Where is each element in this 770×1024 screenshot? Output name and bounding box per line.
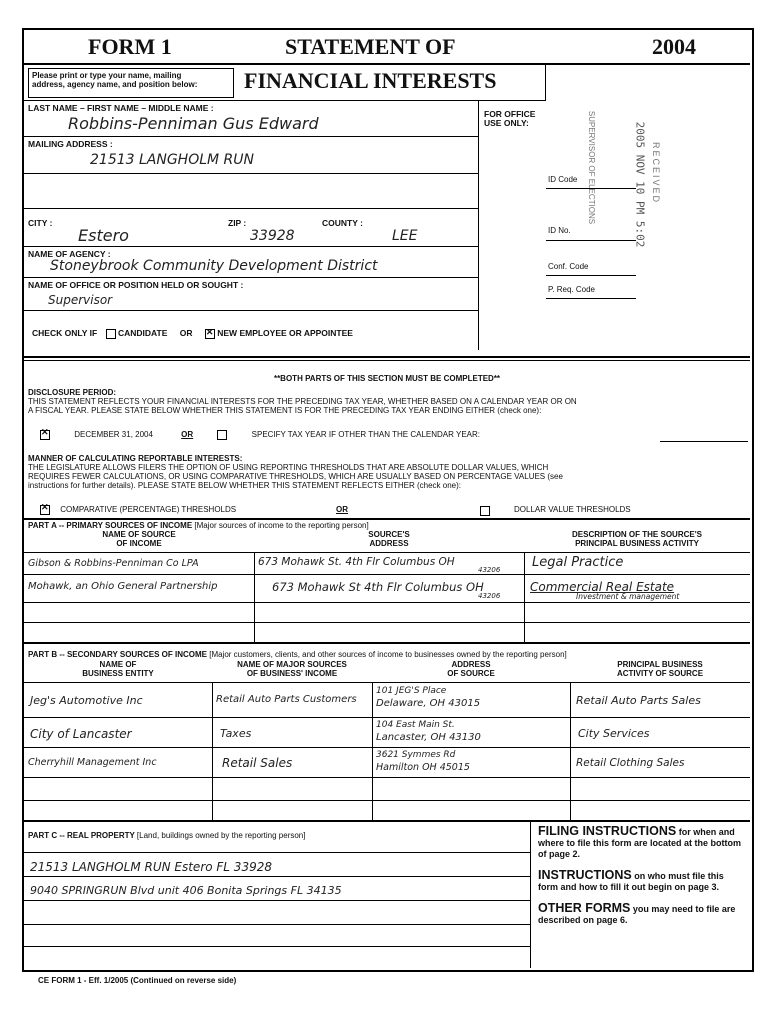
rule [546, 298, 636, 299]
section-rule [24, 518, 750, 520]
rule [24, 777, 750, 778]
comparative-checkbox[interactable] [40, 505, 50, 515]
personal-right-border [478, 100, 479, 350]
rule [24, 173, 478, 174]
city-value[interactable]: Estero [78, 226, 129, 245]
part-b-row3-addr2[interactable]: Hamilton OH 45015 [376, 762, 470, 773]
specify-year-line[interactable] [660, 441, 748, 442]
rule [24, 924, 530, 925]
office-value[interactable]: Supervisor [48, 293, 113, 307]
rule [24, 574, 750, 575]
office-label: NAME OF OFFICE OR POSITION HELD OR SOUGHT : [28, 280, 244, 290]
rule [24, 852, 530, 853]
part-a-row1-address[interactable]: 673 Mohawk St. 4th Flr Columbus OH [258, 556, 455, 568]
rule [570, 682, 571, 820]
part-c-row1[interactable]: 21513 LANGHOLM RUN Estero FL 33928 [30, 860, 272, 874]
conf-code-label: Conf. Code [548, 262, 589, 271]
manner-calculating: MANNER OF CALCULATING REPORTABLE INTERESTS: THE LEGISLATURE ALLOWS FILERS THE OPTION OF USING REPORTING THRESHOLDS THAT ARE ABSOLUTE DOLLAR VALUES, WHICH REQUIRES FEWER CALCULATIONS, OR USING COMPARATIVE THRESHOLDS, WHICH ARE USUALLY BASED ON PERCENTAGE VALUES (see instructions for further details). PLEASE STATE BELOW WHETHER THIS STATEMENT REFLECTS EITHER (check one): [28, 454, 563, 490]
specify-year-checkbox[interactable] [217, 430, 227, 440]
form-title-line1: STATEMENT OF [285, 34, 456, 59]
part-b-row1-entity[interactable]: Jeg's Automotive Inc [30, 694, 143, 707]
dec31-checkbox[interactable] [40, 430, 50, 440]
rule [24, 876, 530, 877]
check-only-if: CHECK ONLY IF CANDIDATE OR ✕ NEW EMPLOYEE OR APPOINTEE [32, 328, 353, 339]
zip-value[interactable]: 33928 [250, 228, 295, 244]
form-number: FORM 1 [88, 34, 172, 59]
received-stamp: 2005 NOV 10 PM 5:02 SUPERVISOR OF ELECTIONS RECEIVED [587, 110, 662, 248]
mailing-value[interactable]: 21513 LANGHOLM RUN [90, 152, 255, 168]
rule [24, 277, 478, 278]
header-rule [24, 63, 750, 65]
zip-label: ZIP : [228, 218, 247, 228]
rule [24, 946, 530, 947]
rule [254, 552, 255, 642]
candidate-checkbox[interactable] [106, 329, 116, 339]
tax-year-options: ✕ DECEMBER 31, 2004 OR SPECIFY TAX YEAR IF OTHER THAN THE CALENDAR YEAR: [40, 430, 480, 440]
part-a-row2-activity-extra[interactable]: Investment & management [576, 592, 680, 601]
part-a-title: PART A -- PRIMARY SOURCES OF INCOME [Major sources of income to the reporting person] [28, 521, 369, 530]
rule [24, 602, 750, 603]
part-b-row1-source[interactable]: Retail Auto Parts Customers [216, 694, 357, 705]
office-use-label: FOR OFFICE USE ONLY: [484, 109, 536, 128]
both-parts-note: **BOTH PARTS OF THIS SECTION MUST BE COMPLETED** [273, 374, 501, 383]
rule [546, 188, 636, 189]
part-a-row2-address-zip[interactable]: 43206 [478, 566, 501, 574]
agency-label: NAME OF AGENCY : [28, 249, 111, 259]
county-label: COUNTY : [322, 218, 363, 228]
part-b-title: PART B -- SECONDARY SOURCES OF INCOME [Major customers, clients, and other sources of income to businesses owned by the reporting person] [28, 650, 567, 659]
form-title-line2: FINANCIAL INTERESTS [244, 68, 497, 93]
rule [24, 136, 478, 137]
part-b-row1-addr2[interactable]: Delaware, OH 43015 [376, 698, 481, 709]
title-box-bottom [24, 100, 546, 101]
p-req-code-label: P. Req. Code [548, 285, 595, 294]
rule [212, 682, 213, 820]
county-value[interactable]: LEE [392, 228, 418, 244]
part-a-col3-header: DESCRIPTION OF THE SOURCE'S PRINCIPAL BUSINESS ACTIVITY [572, 530, 702, 548]
rule [546, 275, 636, 276]
filing-instructions: FILING INSTRUCTIONS for when and where to file this form are located at the bottom of page 2. INSTRUCTIONS on who must file this form and how to fill it out begin on page 3. OTHER FORMS you may need to file are described on page 6. [538, 824, 742, 925]
id-code-label: ID Code [548, 175, 578, 184]
part-b-col1-header: NAME OF BUSINESS ENTITY [82, 660, 154, 678]
print-instructions: Please print or type your name, mailing address, agency name, and position below: [32, 71, 198, 89]
form-year: 2004 [652, 34, 696, 59]
section-rule [24, 360, 750, 361]
name-label: LAST NAME – FIRST NAME – MIDDLE NAME : [28, 103, 214, 113]
part-b-row2-addr1[interactable]: 104 East Main St. [376, 720, 455, 730]
part-b-row2-source[interactable]: Taxes [220, 727, 252, 740]
part-c-title: PART C -- REAL PROPERTY [Land, buildings owned by the reporting person] [28, 831, 306, 840]
disclosure-period: DISCLOSURE PERIOD: THIS STATEMENT REFLECTS YOUR FINANCIAL INTERESTS FOR THE PRECEDING TAX YEAR, WHETHER BASED ON A CALENDAR YEAR OR ON A FISCAL YEAR. PLEASE STATE BELOW WHETHER THIS STATEMENT IS FOR THE PRECEDING TAX YEAR ENDING EITHER (check one): [28, 388, 577, 415]
title-box-right [545, 64, 546, 100]
rule [546, 240, 636, 241]
part-a-row2-address[interactable]: 673 Mohawk St 4th Flr Columbus OH [272, 580, 484, 594]
part-a-row2-activity[interactable]: Commercial Real Estate [530, 580, 675, 594]
rule [24, 246, 478, 247]
part-c-row2[interactable]: 9040 SPRINGRUN Blvd unit 406 Bonita Springs FL 34135 [30, 884, 342, 897]
part-b-row3-activity[interactable]: Retail Clothing Sales [576, 757, 685, 769]
new-employee-checkbox[interactable] [205, 329, 215, 339]
part-b-col3-header: ADDRESS OF SOURCE [447, 660, 495, 678]
mailing-label: MAILING ADDRESS : [28, 139, 113, 149]
section-rule [24, 642, 750, 644]
part-b-row3-addr1[interactable]: 3621 Symmes Rd [376, 750, 456, 760]
rule [24, 208, 478, 209]
rule [372, 682, 373, 820]
section-rule [24, 356, 750, 358]
agency-value[interactable]: Stoneybrook Community Development District [50, 258, 378, 274]
part-b-col4-header: PRINCIPAL BUSINESS ACTIVITY OF SOURCE [616, 660, 704, 678]
part-b-row3-entity[interactable]: Cherryhill Management Inc [28, 757, 157, 768]
rule [24, 682, 750, 683]
rule [24, 622, 750, 623]
part-b-row2-activity[interactable]: City Services [578, 727, 650, 740]
part-a-row1-name[interactable]: Gibson & Robbins-Penniman Co LPA [28, 558, 199, 569]
rule [24, 552, 750, 553]
rule [24, 747, 750, 748]
part-c-right-border [530, 820, 531, 968]
dollar-checkbox[interactable] [480, 506, 490, 516]
part-b-row2-addr2[interactable]: Lancaster, OH 43130 [376, 732, 481, 743]
rule [24, 717, 750, 718]
part-b-col2-header: NAME OF MAJOR SOURCES OF BUSINESS' INCOME [237, 660, 347, 678]
part-b-row3-source[interactable]: Retail Sales [222, 756, 293, 770]
name-value[interactable]: Robbins-Penniman Gus Edward [68, 114, 319, 133]
id-no-label: ID No. [548, 226, 571, 235]
part-b-row1-addr1[interactable]: 101 JEG'S Place [376, 686, 447, 696]
city-label: CITY : [28, 218, 53, 228]
part-b-row2-entity[interactable]: City of Lancaster [30, 727, 132, 741]
rule [24, 900, 530, 901]
part-a-col1-header: NAME OF SOURCE OF INCOME [102, 530, 176, 548]
rule [24, 800, 750, 801]
part-a-row1-activity[interactable]: Legal Practice [532, 555, 624, 570]
part-a-col2-header: SOURCE'S ADDRESS [368, 530, 410, 548]
form-footer: CE FORM 1 - Eff. 1/2005 (Continued on reverse side) [38, 976, 237, 985]
rule [24, 310, 478, 311]
rule [524, 552, 525, 642]
section-rule [24, 820, 750, 822]
part-a-row2-name[interactable]: Mohawk, an Ohio General Partnership [28, 581, 218, 592]
threshold-options: ✕ COMPARATIVE (PERCENTAGE) THRESHOLDS OR DOLLAR VALUE THRESHOLDS [40, 505, 740, 515]
part-a-row2-zip[interactable]: 43206 [478, 592, 501, 600]
part-b-row1-activity[interactable]: Retail Auto Parts Sales [576, 694, 701, 707]
